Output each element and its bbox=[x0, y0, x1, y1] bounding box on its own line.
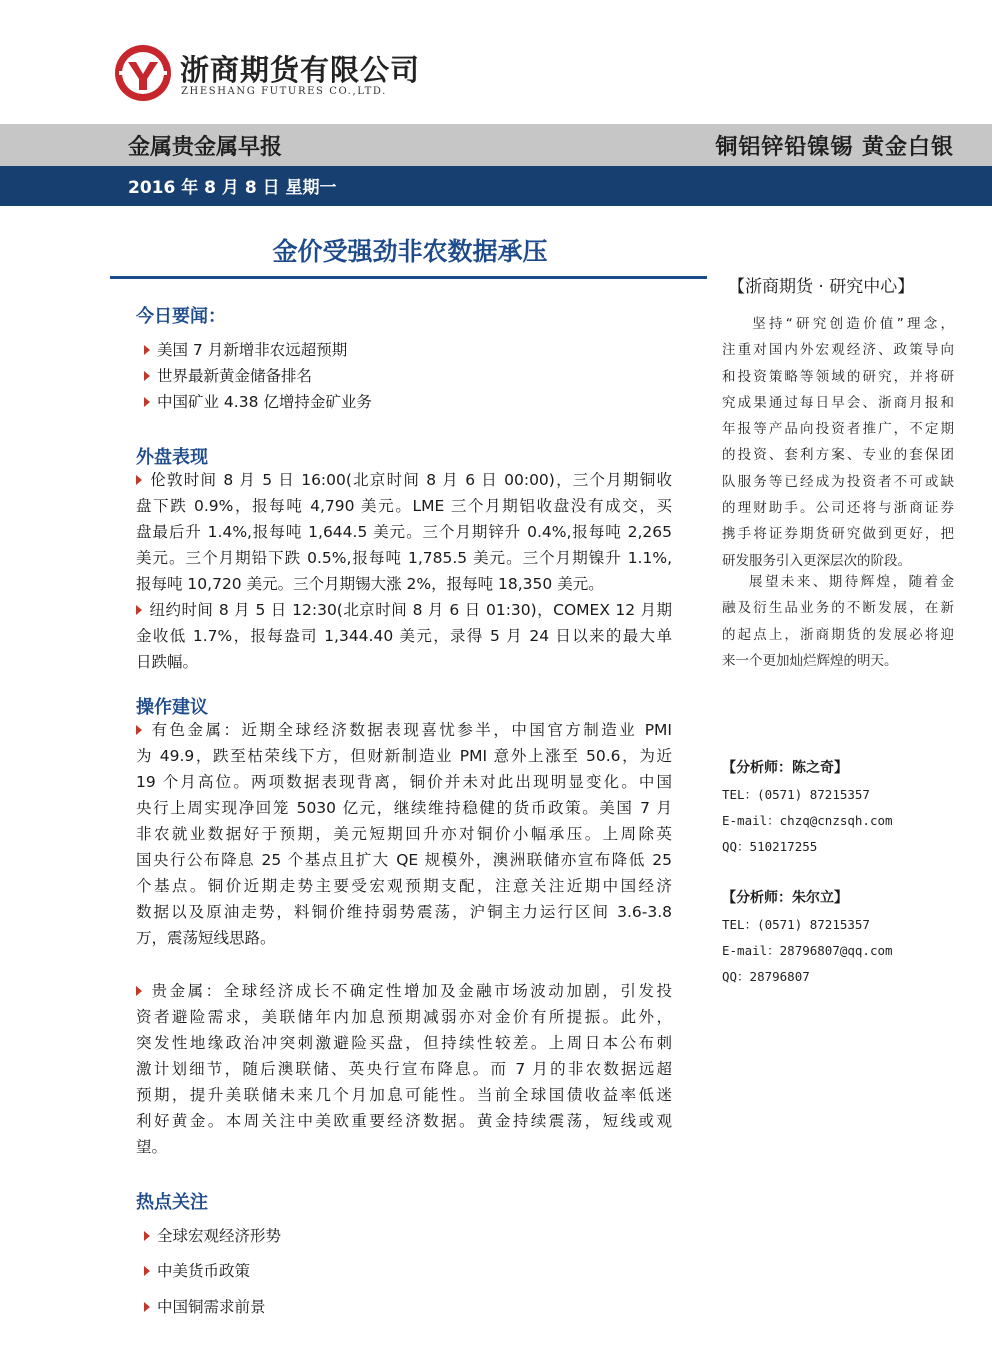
report-date: 2016 年 8 月 8 日 星期一 bbox=[128, 178, 337, 198]
overseas-paragraph-lme: 伦敦时间 8 月 5 日 16:00(北京时间 8 月 6 日 00:00)，三个月期铜收 盘下跌 0.9%，报每吨 4,790 美元。LME 三个月期铝收盘没有成交，买 盘最后升 1.4%,报每吨 1,644.5 美元。三个月期锌升 0.4%,报每吨 2,265 美元。三个月期铅下跌 0.5%,报每吨 1,785.5 美元。三个月期镍升 1.1%, 报每吨 10,720 美元。三个月期锡大涨 2%，报每吨 18,350 美元。 bbox=[136, 471, 672, 593]
hot-topic-item: 中国铜需求前景 bbox=[136, 1294, 266, 1320]
company-outlook-paragraph: 展望未来、期待辉煌，随着金 融及衍生品业务的不断发展，在新 的起点上，浙商期货的发展必将迎 来一个更加灿烂辉煌的明天。 bbox=[722, 574, 954, 669]
arrow-bullet-icon bbox=[144, 371, 150, 381]
company-name-cn: 浙商期货有限公司 bbox=[180, 53, 421, 87]
report-name: 金属贵金属早报 bbox=[128, 135, 283, 160]
company-name-en: ZHESHANG FUTURES CO.,LTD. bbox=[181, 86, 387, 97]
news-heading: 今日要闻： bbox=[136, 306, 226, 327]
company-intro-paragraph: 坚持“研究创造价值”理念， 注重对国内外宏观经济、政策导向 和投资策略等领域的研究，并将研 究成果通过每日早会、浙商月报和 年报等产品向投资者推广，不定期 的投资、套利方案、专业的套保团 队服务等已经成为投资者不可或缺 的理财助手。公司还将与浙商证券 携手将证券期货研究做到更好，把 研发服务引入更深层次的阶段。 bbox=[722, 316, 954, 569]
page-title: 金价受强劲非农数据承压 bbox=[272, 237, 548, 266]
analyst-phone: TEL：(0571) 87215357 bbox=[722, 917, 870, 932]
news-item: 美国 7 月新增非农远超预期 bbox=[136, 337, 347, 363]
overseas-heading: 外盘表现 bbox=[136, 447, 208, 468]
arrow-bullet-icon bbox=[136, 605, 142, 615]
advice-heading: 操作建议 bbox=[136, 697, 208, 718]
company-logo-icon bbox=[114, 44, 172, 102]
arrow-bullet-icon bbox=[144, 1302, 150, 1312]
news-item: 中国矿业 4.38 亿增持金矿业务 bbox=[136, 389, 372, 415]
overseas-paragraph-comex: 纽约时间 8 月 5 日 12:30(北京时间 8 月 6 日 01:30)，COMEX 12 月期 金收低 1.7%，报每盎司 1,344.40 美元，录得 5 月 24 日以来的最大单 日跌幅。 bbox=[136, 601, 672, 671]
arrow-bullet-icon bbox=[144, 1231, 150, 1241]
arrow-bullet-icon bbox=[144, 1266, 150, 1276]
hot-topics-heading: 热点关注 bbox=[136, 1192, 208, 1213]
analyst-qq: QQ：28796807 bbox=[722, 969, 810, 984]
news-item: 世界最新黄金储备排名 bbox=[136, 363, 312, 389]
arrow-bullet-icon bbox=[144, 345, 150, 355]
advice-paragraph-base-metals: 有色金属：近期全球经济数据表现喜忧参半，中国官方制造业 PMI 为 49.9，跌至枯荣线下方，但财新制造业 PMI 意外上涨至 50.6，为近 19 个月高位。两项数据表现背离，铜价并未对此出现明显变化。中国 央行上周实现净回笼 5030 亿元，继续维持稳健的货币政策。美国 7 月 非农就业数据好于预期，美元短期回升亦对铜价小幅承压。上周除英 国央行公布降息 25 个基点且扩大 QE 规模外，澳洲联储亦宣布降低 25 个基点。铜价近期走势主要受宏观预期支配，注意关注近期中国经济 数据以及原油走势，料铜价维持弱势震荡，沪铜主力运行区间 3.6-3.8 万，震荡短线思路。 bbox=[136, 721, 672, 947]
metals-covered: 铜铝锌铅镍锡 黄金白银 bbox=[715, 135, 954, 160]
research-center-title: 【浙商期货 · 研究中心】 bbox=[728, 277, 915, 297]
analyst-name: 【分析师：朱尔立】 bbox=[722, 890, 848, 906]
hot-topic-item: 全球宏观经济形势 bbox=[136, 1223, 281, 1249]
arrow-bullet-icon bbox=[136, 725, 142, 735]
arrow-bullet-icon bbox=[136, 475, 142, 485]
analyst-qq: QQ：510217255 bbox=[722, 839, 818, 854]
arrow-bullet-icon bbox=[136, 986, 142, 996]
hot-topic-item: 中美货币政策 bbox=[136, 1258, 250, 1284]
title-divider bbox=[110, 276, 707, 279]
advice-paragraph-precious-metals: 贵金属：全球经济成长不确定性增加及金融市场波动加剧，引发投 资者避险需求，美联储年内加息预期减弱亦对金价有所提振。此外， 突发性地缘政治冲突刺激避险买盘，但持续性较差。上周日本公布刺 激计划细节，随后澳联储、英央行宣布降息。而 7 月的非农数据远超 预期，提升美联储未来几个月加息可能性。当前全球国债收益率低迷 利好黄金。本周关注中美欧重要经济数据。黄金持续震荡，短线或观 望。 bbox=[136, 982, 672, 1156]
analyst-email[interactable]: E-mail：28796807@qq.com bbox=[722, 943, 893, 958]
arrow-bullet-icon bbox=[144, 397, 150, 407]
analyst-name: 【分析师：陈之奇】 bbox=[722, 760, 848, 776]
analyst-phone: TEL：(0571) 87215357 bbox=[722, 787, 870, 802]
analyst-email[interactable]: E-mail：chzq@cnzsqh.com bbox=[722, 813, 893, 828]
